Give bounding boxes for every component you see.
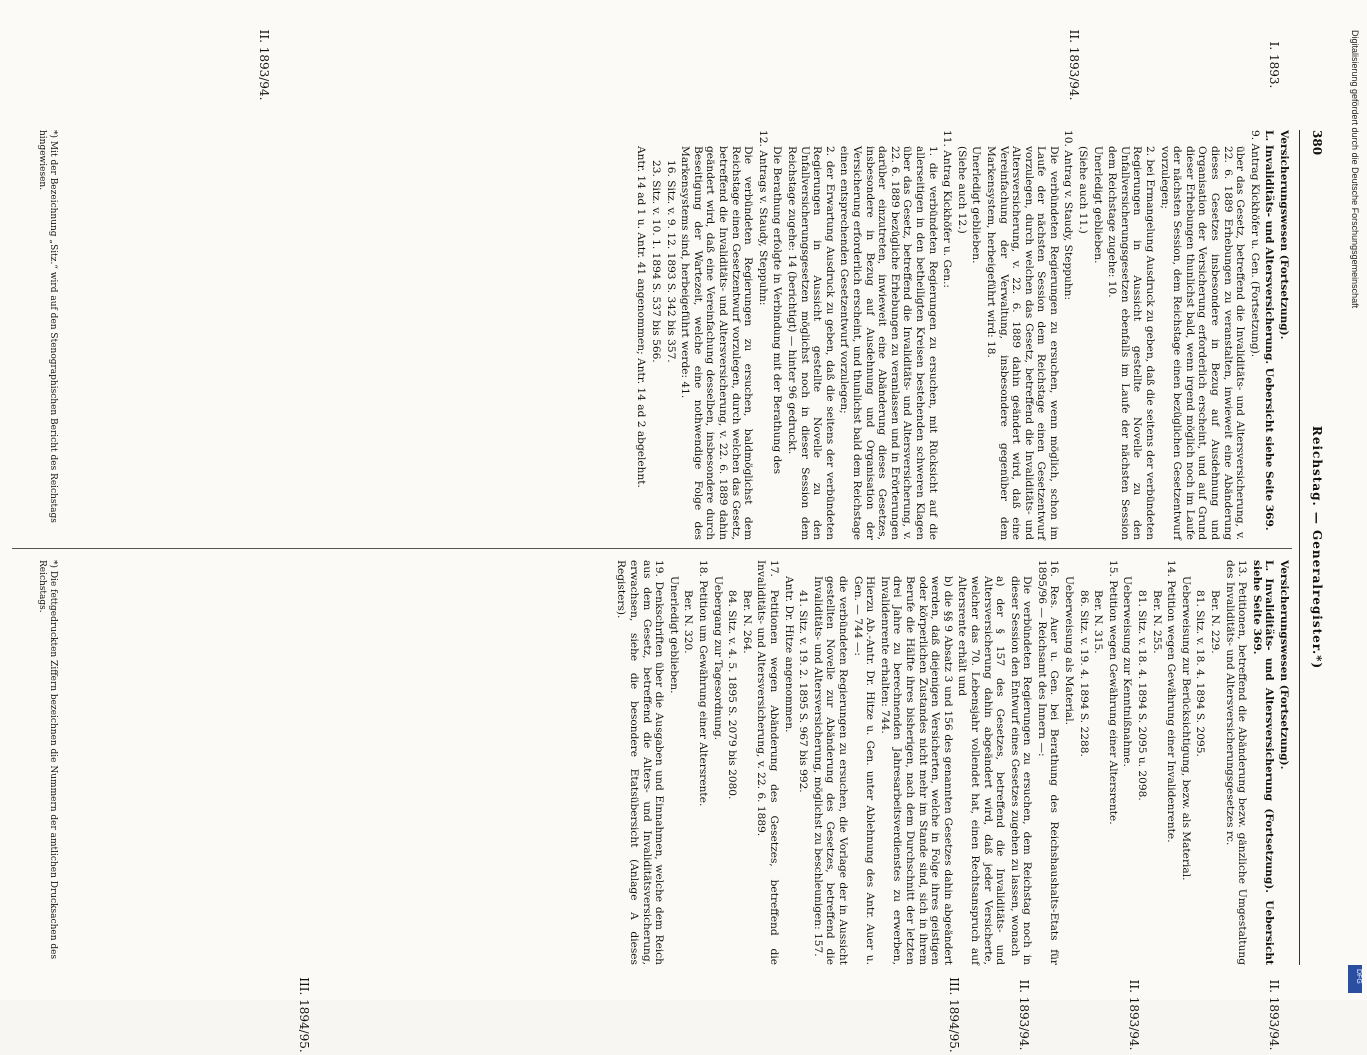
subsection-heading: L. Invaliditäts- und Altersversicherung (Fortsetzung). Uebersicht siehe Seite 369. xyxy=(1250,560,1276,965)
page-header xyxy=(1306,130,1324,965)
gutter-mark: II. 1893/94. xyxy=(1267,979,1281,1051)
gutter-mark: III. 1894/95. xyxy=(297,977,311,1053)
entry-sitting: 41. Sitz. v. 19. 2. 1895 S. 967 bis 992. xyxy=(797,590,810,793)
entry: 19. Denkschriften über die Ausgaben und Einnahmen, welche dem Reich aus dem Gesetz, betreffend die Alters- und Invaliditätsversicherung, erwachsen, siehe die besondere Etatsübersicht (Anlage A dieses Registers). xyxy=(615,560,666,965)
entry-result: Uebergang zur Tagesordnung. xyxy=(711,576,724,741)
footnote-right: *) Die fettgedruckten Ziffern bezeichnen die Nummern der amtlichen Drucksachen des Reichstags. xyxy=(37,560,58,960)
entry-sitting: 16. Sitz. v. 9. 12. 1893 S. 342 bis 357. xyxy=(664,160,677,363)
entry: 9. Antrag Kickhöfer u. Gen. (Fortsetzung). xyxy=(1248,130,1261,358)
entry-text: 2. der Erwartung Ausdruck zu geben, daß die seitens der verbündeten Regierungen in Aussicht gestellte Novelle zu den Unfallversicherungsgesetzen möglichst noch in dieser Session dem Reichstage zugehe: 14 (berichtigt) — hinter 96 gedruckt. xyxy=(786,146,836,540)
entry-text: Die verbündeten Regierungen zu ersuchen, wenn möglich, schon im Laufe der nächsten Session dem Reichstage einen Gesetzentwurf vorzulegen, durch welchen das Gesetz, betreffend die Invaliditäts- und Altersversicherung, v. 22. 6. 1889 dahin geändert wird, daß eine Vereinfachung der Verwaltung, insbesondere gegenüber dem Markensystem, herbeigeführt wird: 18. xyxy=(984,146,1060,540)
section-heading: Versicherungswesen (Fortsetzung). xyxy=(1278,560,1290,770)
dfg-logo xyxy=(1348,965,1362,993)
page-title: Reichstag. — Generalregister.*) xyxy=(1310,425,1324,670)
entry-sitting: 23. Sitz. v. 10. 1. 1894 S. 537 bis 566. xyxy=(650,160,663,363)
gutter-mark: III. 1894/95. xyxy=(947,977,961,1053)
entry-ref: (Siehe auch 11.) xyxy=(1077,146,1090,234)
entry-text: Hierzu Ab.-Antr. Dr. Hitze u. Gen. unter Ablehnung des Antr. Auer u. Gen. — 744 —: xyxy=(851,576,877,965)
entry-text: die verbündeten Regierungen zu ersuchen, die Vorlage der in Aussicht gestellten Novelle zur Abänderung des Gesetzes, betreffend die Invaliditäts- und Altersversicherung, möglichst zu beschleunigen: 157. xyxy=(811,576,849,965)
entry-sitting: 81. Sitz. v. 18. 4. 1894 S. 2095 u. 2098. xyxy=(1136,590,1149,801)
entry-sitting: 81. Sitz. v. 18. 4. 1894 S. 2095. xyxy=(1194,590,1207,757)
entry-status: Unerledigt geblieben. xyxy=(1091,146,1104,264)
gutter-mark: II. 1893/94. xyxy=(1067,29,1081,101)
right-column xyxy=(613,560,1290,965)
entry-text: b) die §§ 9 Absatz 3 und 156 des genannten Gesetzes dahin abgeändert werden, daß diejenigen Versicherten, welche in Folge ihres geistigen oder körperlichen Zustandes nicht mehr im Stande sind, sich in ihrem Berufe die Hälfte ihres bisherigen, nach dem Durchschnitt der letzten drei Jahre zu berechnenden Jahresarbeitsverdienstes zu erwerben, Invalidenrente erhalten: 744. xyxy=(878,576,954,965)
entry-status: Unerledigt geblieben. xyxy=(667,576,680,694)
entry: 10. Antrag v. Staudy, Steppuhn: xyxy=(1062,130,1075,301)
entry-text: 2. bei Ermangelung Ausdruck zu geben, daß die seitens der verbündeten Regierungen in Aussicht gestellte Novelle zu den Unfallversicherungsgesetzen ebenfalls im Laufe der nächsten Session dem Reichstage zugehe: 10. xyxy=(1106,146,1157,540)
entry-text: 1. die verbündeten Regierungen zu ersuchen, mit Rücksicht auf die allerseitigen in den betheiligten Kreisen bestehenden schweren Klagen über das Gesetz, betreffend die Invaliditäts- und Altersversicherung, v. 22. 6. 1889 bezügliche Erhebungen zu veranlassen und in Erörterungen darüber einzutreten, inwieweit eine Abänderung dieses Gesetzes, insbesondere in Bezug auf Ausdehnung und Organisation der Versicherung erforderlich erscheint, und thunlichst bald dem Reichstage einen entsprechenden Gesetzentwurf vorzulegen; xyxy=(838,146,939,540)
entry-report: Ber. N. 315. xyxy=(1092,590,1105,654)
entry-text: über das Gesetz, betreffend die Invaliditäts- und Altersversicherung, v. 22. 6. 1889 Erhebungen zu veranstalten, inwieweit eine Abänderung dieses Gesetzes insbesondere in Bezug auf Ausdehnung und Organisation der Versicherung erforderlich erscheint, und auf Grund dieser Erhebungen thunlichst bald, wenn irgend möglich noch im Laufe der nächsten Session, dem Reichstage einen bezüglichen Gesetzentwurf vorzulegen; xyxy=(1158,146,1247,540)
gutter-mark: I. 1893. xyxy=(1267,41,1281,89)
entry-sitting: 84. Sitz. v. 4. 5. 1895 S. 2079 bis 2080. xyxy=(726,590,739,800)
entry-report: Ber. N. 264. xyxy=(740,590,753,654)
header-rule xyxy=(1299,130,1300,965)
entry-text: Die verbündeten Regierungen zu ersuchen, dem Reichstag noch in dieser Session den Entwurf eines Gesetzes zugehen zu lassen, wonach xyxy=(1008,576,1034,965)
entry: 12. Antrags v. Staudy, Steppuhn: xyxy=(756,130,769,306)
entry: 13. Petitionen, betreffend die Abänderung bezw. gänzliche Umgestaltung des Invaliditäts- und Altersversicherungsgesetzes rc. xyxy=(1223,560,1249,965)
entry-status: Unerledigt geblieben. xyxy=(970,146,983,264)
entry: 15. Petition wegen Gewährung einer Altersrente. xyxy=(1106,560,1119,825)
gutter-mark: II. 1893/94. xyxy=(1017,979,1031,1051)
entry-report: Ber. N. 255. xyxy=(1150,590,1163,654)
subsection-heading: L. Invaliditäts- und Altersversicherung. Uebersicht siehe Seite 369. xyxy=(1263,130,1276,531)
section-heading: Versicherungswesen (Fortsetzung). xyxy=(1278,130,1290,340)
column-divider xyxy=(12,548,1292,549)
gutter-mark: II. 1893/94. xyxy=(257,29,271,101)
entry-text: Die Berathung erfolgte in Verbindung mit der Berathung des xyxy=(771,146,784,475)
entry-result: Ueberweisung zur Berücksichtigung, bezw. als Material. xyxy=(1179,576,1192,881)
entry-report: Ber. N. 229. xyxy=(1209,590,1222,654)
entry: 14. Petition wegen Gewährung einer Invalidenrente. xyxy=(1165,560,1178,843)
dfg-logo-text: DFG xyxy=(1355,969,1362,984)
entry: 16. Res. Auer u. Gen. bei Berathung des Reichshaushalts-Etats für 1895/96 — Reichsamt des Innern —: xyxy=(1035,560,1061,965)
entry: 11. Antrag Kickhöfer u. Gen.: xyxy=(941,130,954,289)
entry-result: Ueberweisung als Material. xyxy=(1063,576,1076,725)
entry-ref: (Siehe auch 12.) xyxy=(955,146,968,234)
entry-result: Antr. 14 ad 1 u. Antr. 41 angenommen; Antr. 14 ad 2 abgelehnt. xyxy=(635,146,648,488)
credit-text: Digitalisierung gefördert durch die Deutsche Forschungsgemeinschaft xyxy=(1350,30,1360,309)
entry-text: Die verbündeten Regierungen zu ersuchen, baldmöglichst dem Reichstage einen Gesetzentwurf vorzulegen, durch welchen das Gesetz, betreffend die Invaliditäts- und Altersversicherung, v. 22. 6. 1889 dahin geändert wird, daß eine Vereinfachung desselben, insbesondere durch Beseitigung der Wartezeit, welche eine nothwendige Folge des Markensystems sind, herbeigeführt werde: 41. xyxy=(679,146,755,540)
entry-sitting: 86. Sitz. v. 19. 4. 1894 S. 2288. xyxy=(1077,590,1090,757)
page-number: 380 xyxy=(1310,130,1324,156)
footnote-left: *) Mit der Bezeichnung „Sitz.“ wird auf den Stenographischen Bericht des Reichstags hingewiesen. xyxy=(37,130,58,523)
entry: 18. Petition um Gewährung einer Altersrente. xyxy=(697,560,710,807)
entry-report: Ber. N. 320. xyxy=(682,590,695,654)
entry-result: Antr. Dr. Hitze angenommen. xyxy=(782,576,795,733)
entry: 17. Petitionen wegen Abänderung des Gesetzes, betreffend die Invaliditäts- und Altersversicherung, v. 22. 6. 1889. xyxy=(755,560,781,965)
left-column xyxy=(633,130,1290,540)
digitization-credit xyxy=(1348,30,1362,990)
entry-text: a) der § 157 des Gesetzes, betreffend die Invaliditäts- und Altersversicherung dahin abgeändert wird, daß jeder Versicherte, welcher das 70. Lebensjahr vollendet hat, einen Rechtsanspruch auf Altersrente erhält und xyxy=(956,576,1007,965)
gutter-mark: II. 1893/94. xyxy=(1127,979,1141,1051)
entry-result: Ueberweisung zur Kenntnißnahme. xyxy=(1121,576,1134,767)
